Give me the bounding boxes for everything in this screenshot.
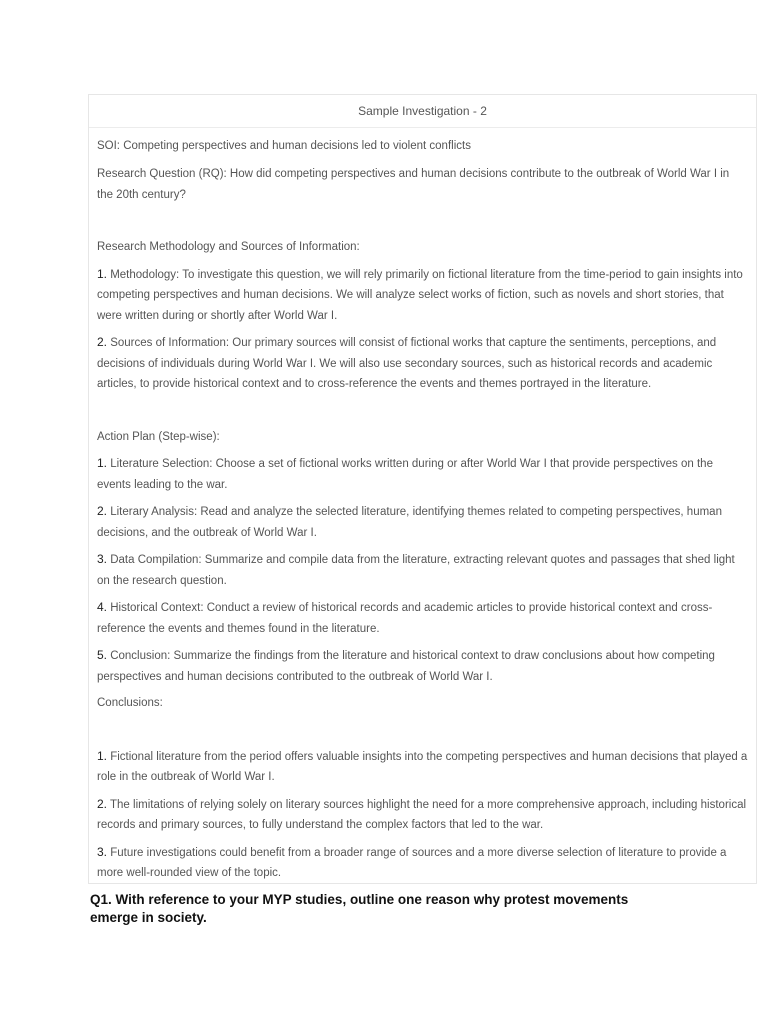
action-plan-heading: Action Plan (Step-wise):: [97, 430, 220, 443]
item-text: Sources of Information: Our primary sources will consist of fictional works that capture the sentiments, perceptions, and decisions of individuals during World War I. We will also use secondary sources, such as historical records and academic articles, to provide historical context and to cross-reference the events and themes portrayed in the literature.: [97, 337, 717, 390]
soi-line: SOI: Competing perspectives and human decisions led to violent conflicts: [97, 140, 471, 152]
item-text: The limitations of relying solely on literary sources highlight the need for a more comprehensive approach, including historical records and primary sources, to fully understand the complex factors that led to the war.: [97, 798, 747, 831]
action-item: [97, 597, 748, 639]
item-text: Data Compilation: Summarize and compile data from the literature, extracting relevant quotes and passages that shed light on the research question.: [97, 554, 735, 587]
card-title: Sample Investigation - 2: [89, 95, 756, 128]
action-item: [97, 645, 748, 687]
item-text: Fictional literature from the period offers valuable insights into the competing perspectives and human decisions that played a role in the outbreak of World War I.: [97, 750, 748, 783]
research-question: Research Question (RQ): How did competing perspectives and human decisions contribute to the outbreak of World War I in the 20th century?: [97, 168, 730, 201]
conclusion-item: [97, 842, 748, 884]
item-number: 1.: [97, 456, 108, 470]
item-number: 1.: [97, 748, 108, 763]
action-item: [97, 501, 748, 543]
item-number: 2.: [97, 335, 108, 349]
item-number: 4.: [97, 600, 108, 614]
item-text: Methodology: To investigate this question, we will rely primarily on fictional literature from the time-period to gain insights into competing perspectives and human decisions. We will analyze select works of fiction, such as novels and short stories, that were written during or shortly after World War I.: [97, 268, 743, 322]
item-number: 3.: [97, 844, 108, 859]
item-text: Historical Context: Conduct a review of historical records and academic articles to provide historical context and cross-reference the events and themes found in the literature.: [97, 602, 713, 635]
item-number: 2.: [97, 796, 108, 811]
methodology-item: [97, 332, 748, 395]
item-number: 5.: [97, 648, 108, 662]
exam-question: Q1. With reference to your MYP studies, outline one reason why protest movements emerge in society.: [90, 892, 629, 925]
item-text: Literature Selection: Choose a set of fictional works written during or after World War I that provide perspectives on the events leading to the war.: [97, 458, 713, 491]
card-body: [89, 128, 756, 884]
conclusion-item: [97, 746, 748, 788]
action-item: [97, 453, 748, 495]
action-item: [97, 549, 748, 591]
item-text: Conclusion: Summarize the findings from the literature and historical context to draw conclusions about how competing perspectives and human decisions contributed to the outbreak of World War I.: [97, 650, 715, 683]
item-number: 2.: [97, 504, 108, 518]
conclusions-heading: Conclusions:: [97, 697, 163, 709]
sample-investigation-card: [88, 94, 757, 884]
methodology-heading: Research Methodology and Sources of Information:: [97, 241, 360, 253]
item-number: 3.: [97, 552, 108, 566]
item-text: Future investigations could benefit from a broader range of sources and a more diverse selection of literature to provide a more well-rounded view of the topic.: [97, 846, 727, 879]
conclusion-item: [97, 794, 748, 836]
methodology-item: [97, 264, 748, 327]
item-text: Literary Analysis: Read and analyze the selected literature, identifying themes related to competing perspectives, human decisions, and the outbreak of World War I.: [97, 506, 722, 539]
item-number: 1.: [97, 266, 108, 281]
